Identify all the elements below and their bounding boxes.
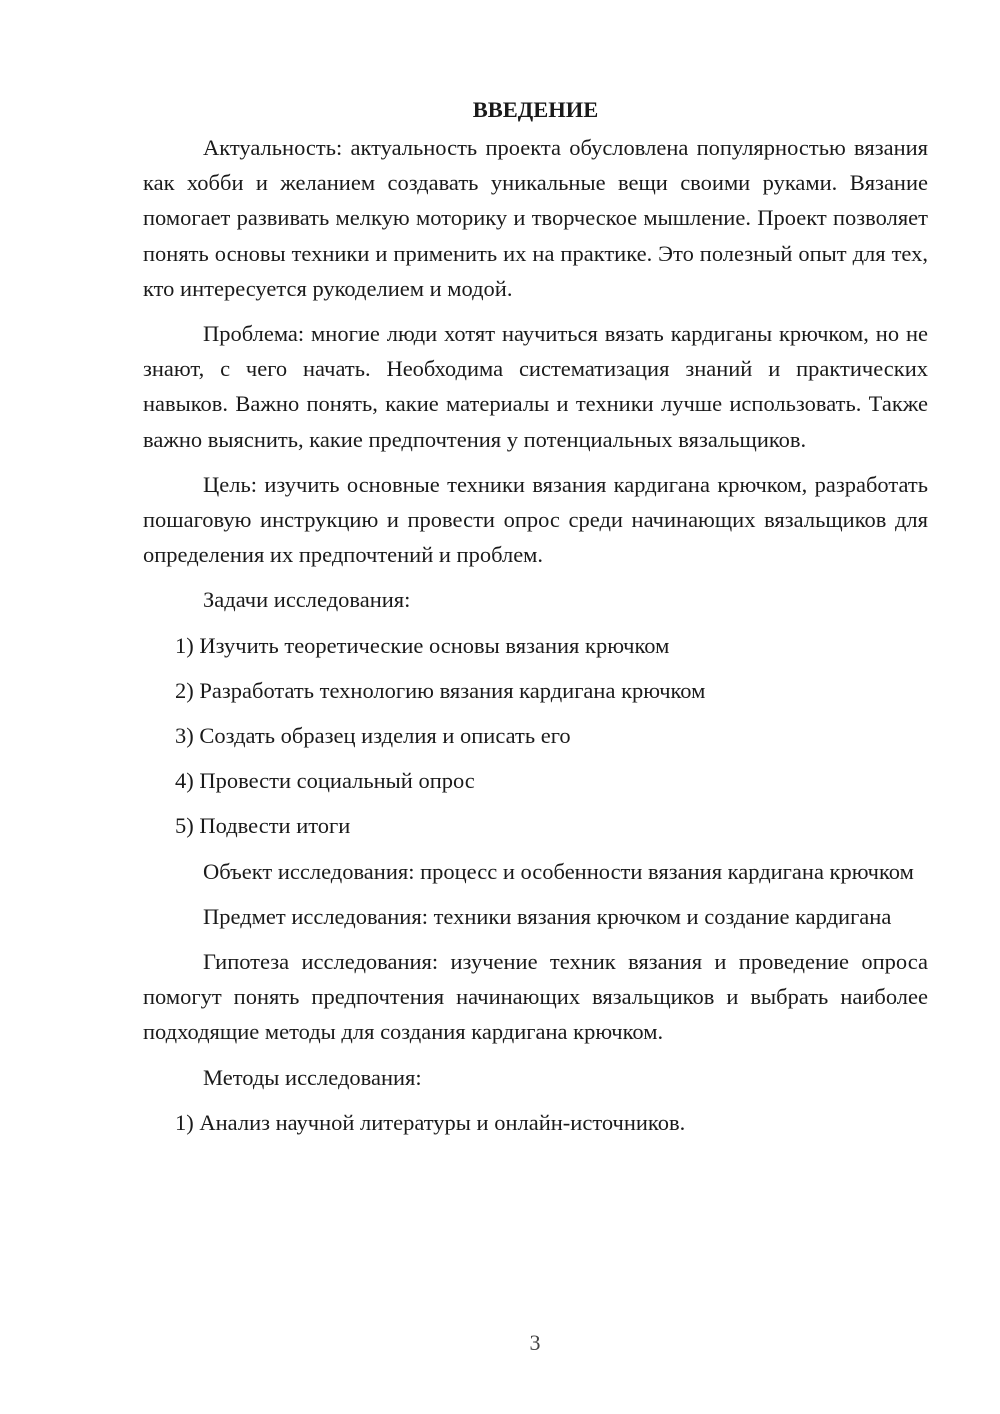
task-item-1: 1) Изучить теоретические основы вязания крючком [175,632,670,658]
task-item-5: 5) Подвести итоги [175,813,351,839]
page-number: 3 [529,1330,541,1355]
tasks-heading: Задачи исследования: [203,587,411,613]
paragraph-subject: Предмет исследования: техники вязания крючком и создание кардигана [203,903,892,929]
paragraph-goal: Цель: изучить основные техники вязания кардигана крючком, разработать пошаговую инструкцию и провести опрос среди начинающих вязальщиков для определения их предпочтений и проблем. [143,471,928,568]
task-item-3: 3) Создать образец изделия и описать его [175,723,571,749]
methods-list [143,1105,928,1140]
tasks-list [143,628,928,844]
methods-heading: Методы исследования: [203,1064,422,1090]
paragraph-problem: Проблема: многие люди хотят научиться вязать кардиганы крючком, но не знают, с чего начать. Необходима систематизация знаний и практических навыков. Важно понять, какие материалы и техники лучше использовать. Также важно выяснить, какие предпочтения у потенциальных вязальщиков. [143,321,928,452]
task-item-4: 4) Провести социальный опрос [175,768,475,794]
section-title: ВВЕДЕНИЕ [472,97,599,122]
paragraph-hypothesis: Гипотеза исследования: изучение техник вязания и проведение опроса помогут понять предпочтения начинающих вязальщиков и выбрать наиболее подходящие методы для создания кардигана крючком. [143,949,928,1045]
paragraph-relevance: Актуальность: актуальность проекта обусловлена популярностью вязания как хобби и желанием создавать уникальные вещи своими руками. Вязание помогает развивать мелкую моторику и творческое мышление. Проект позволяет понять основы техники и применить их на практике. Это полезный опыт для тех, кто интересуется рукоделием и модой. [143,135,928,301]
paragraph-object: Объект исследования: процесс и особенности вязания кардигана крючком [203,858,914,884]
task-item-2: 2) Разработать технологию вязания кардигана крючком [175,677,706,703]
document-page [143,90,928,1140]
method-item-1: 1) Анализ научной литературы и онлайн-источников. [175,1109,686,1135]
